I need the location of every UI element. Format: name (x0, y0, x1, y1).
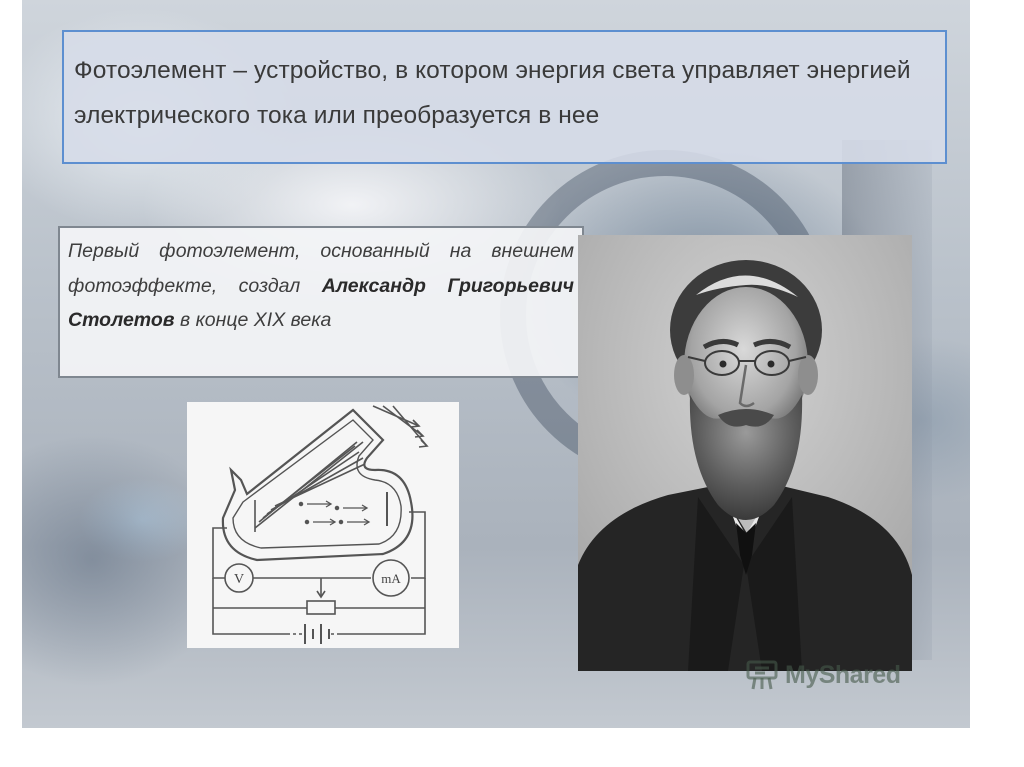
watermark (745, 657, 900, 693)
rheostat (307, 601, 335, 614)
info-text (68, 234, 574, 338)
portrait-illustration (578, 235, 912, 671)
definition-text: Фотоэлемент – устройство, в котором энергия света управляет энергией электрического тока или преобразуется в нее (74, 57, 911, 129)
stoletov-portrait (578, 235, 912, 671)
milliammeter-label: mA (381, 571, 401, 586)
photocell-diagram-drawing (187, 402, 459, 648)
cathode-plate (255, 442, 365, 532)
electron-arrows (299, 501, 369, 525)
info-text-after: в конце XIX века (174, 309, 332, 331)
definition-box (62, 30, 947, 164)
watermark-text: MyShared (785, 660, 901, 689)
info-box (58, 226, 584, 378)
info-text-before: Первый фотоэлемент, основанный на внешнем фотоэффекте, создал (68, 240, 574, 297)
scientist-name: Александр Григорьевич Столетов (68, 274, 574, 331)
voltmeter-label: V (233, 572, 245, 587)
battery (287, 624, 339, 644)
photocell-circuit-diagram (187, 402, 459, 648)
myshared-logo-icon (745, 659, 779, 691)
photocell-bulb (223, 410, 413, 560)
slide (22, 0, 970, 728)
